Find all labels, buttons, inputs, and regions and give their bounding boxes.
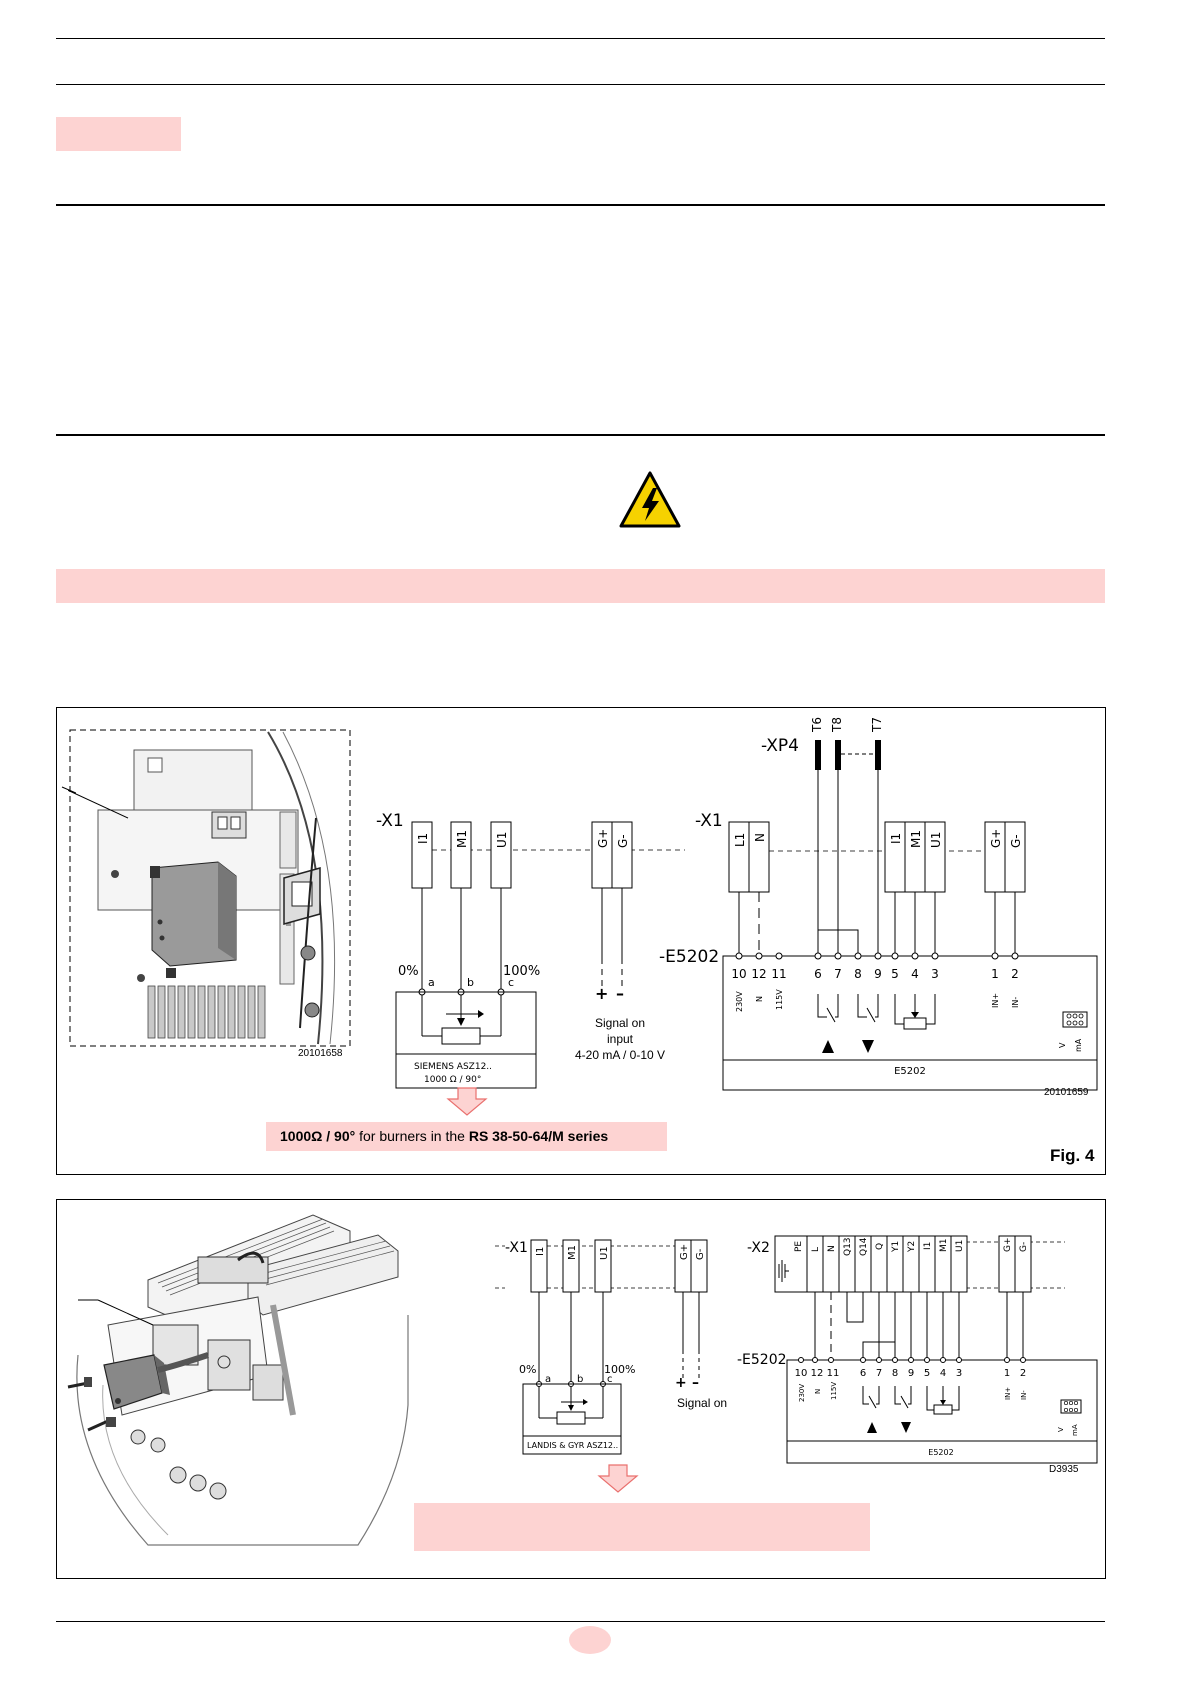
terminal-i1: I1 [416, 832, 430, 844]
pin-7: 7 [834, 967, 842, 981]
wiper-c: c [508, 976, 515, 989]
burner-assembly-photo [58, 1205, 413, 1560]
page-number-badge [569, 1626, 611, 1654]
x1-connector-label-2: -X1 [695, 811, 723, 831]
terminal-g-plus: G+ [596, 828, 610, 848]
terminal-g-minus: G- [616, 834, 630, 848]
terminal-n-2: N [827, 1245, 837, 1252]
caption-series: RS 38-50-64/M series [468, 1128, 609, 1144]
control-box-photo [68, 728, 353, 1048]
in-minus-2: IN- [1020, 1390, 1028, 1400]
terminal-u1-4: U1 [955, 1239, 965, 1252]
pct-high: 100% [503, 964, 541, 979]
module-name-1: E5202 [894, 1066, 926, 1077]
pin-9-2: 9 [907, 1368, 915, 1379]
terminal-i1-3: I1 [535, 1246, 546, 1256]
signal-text-2: Signal on [677, 1396, 728, 1410]
x1-connector-label: -X1 [376, 811, 404, 831]
signal-minus: – [616, 984, 624, 1003]
jumper-v: V [1058, 1042, 1067, 1048]
caption-text: for burners in the [355, 1128, 469, 1144]
pin-5: 5 [891, 967, 899, 981]
xp4-pin-t7: T7 [870, 717, 884, 732]
in-plus-2: IN+ [1004, 1386, 1012, 1400]
wiper-a-2: a [545, 1374, 552, 1385]
pin-2: 2 [1011, 967, 1019, 981]
terminal-m1-3: M1 [567, 1245, 578, 1260]
terminal-pe: PE [794, 1240, 804, 1252]
terminal-q14: Q14 [859, 1237, 869, 1256]
terminal-g-plus-4: G+ [1003, 1237, 1013, 1252]
in-plus: IN+ [991, 992, 1000, 1008]
signal-text-line-3: 4-20 mA / 0-10 V [574, 1048, 666, 1062]
pin-8: 8 [854, 967, 862, 981]
terminal-u1: U1 [495, 831, 509, 848]
electrical-warning-icon [618, 470, 682, 530]
terminal-u1-2: U1 [929, 831, 943, 848]
xp4-label: -XP4 [761, 736, 800, 756]
pin-5-2: 5 [923, 1368, 931, 1379]
terminal-m1: M1 [455, 830, 469, 848]
terminal-g-plus-2: G+ [989, 828, 1003, 848]
volt-115: 115V [775, 989, 784, 1010]
pct-high-2: 100% [604, 1363, 636, 1376]
footer-rule [56, 1621, 1105, 1622]
section-title-bar [56, 569, 1105, 603]
volt-n-2: N [814, 1388, 822, 1394]
terminal-l1: L1 [733, 832, 747, 847]
pin-8-2: 8 [891, 1368, 899, 1379]
header-rule [56, 84, 1105, 85]
terminal-g-minus-2: G- [1009, 834, 1023, 848]
pin-4-2: 4 [939, 1368, 947, 1379]
terminal-m1-4: M1 [939, 1238, 949, 1252]
pot-wiring-diagram-2 [495, 1234, 735, 1459]
terminal-y1: Y1 [891, 1240, 901, 1252]
pin-12: 12 [751, 967, 767, 981]
pot-caption-bar [266, 1122, 667, 1151]
down-arrow-1 [446, 1087, 488, 1117]
x1-connector-label-3: -X1 [505, 1240, 528, 1256]
volt-230-2: 230V [798, 1383, 806, 1402]
section-tag-bar [56, 117, 181, 151]
terminal-q13: Q13 [843, 1237, 853, 1256]
pin-3-2: 3 [955, 1368, 963, 1379]
jumper-v-2: V [1057, 1427, 1065, 1432]
pin-1-2: 1 [1003, 1368, 1011, 1379]
module-label-1: -E5202 [659, 947, 720, 967]
section-rule-2 [56, 434, 1105, 436]
photo-ref-1: 20101658 [298, 1048, 343, 1059]
module-name-2: E5202 [928, 1448, 954, 1457]
terminal-g-minus-3: G- [695, 1248, 706, 1260]
section-rule-1 [56, 204, 1105, 206]
signal-text-line-2: input [606, 1032, 634, 1046]
pct-low-2: 0% [519, 1363, 537, 1376]
diagram-ref-1: 20101659 [1044, 1087, 1089, 1098]
pin-9: 9 [874, 967, 882, 981]
pin-7-2: 7 [875, 1368, 883, 1379]
pin-6: 6 [814, 967, 822, 981]
pin-11-2: 11 [826, 1368, 840, 1379]
terminal-l: L [811, 1246, 821, 1252]
jumper-ma: mA [1074, 1038, 1083, 1052]
pin-10: 10 [731, 967, 747, 981]
module-label-2: -E5202 [737, 1352, 787, 1368]
pin-6-2: 6 [859, 1368, 867, 1379]
pot-model-label-2: LANDIS & GYR ASZ12.. [527, 1441, 619, 1450]
jumper-ma-2: mA [1071, 1424, 1079, 1436]
module-wiring-diagram-1 [655, 712, 1105, 1092]
terminal-i1-2: I1 [889, 832, 903, 844]
volt-n: N [755, 996, 764, 1002]
terminal-y2: Y2 [907, 1240, 917, 1252]
x2-connector-label: -X2 [747, 1240, 770, 1256]
volt-115-2: 115V [830, 1381, 838, 1400]
signal-plus: + [595, 984, 609, 1003]
pin-3: 3 [931, 967, 939, 981]
pin-10-2: 10 [794, 1368, 808, 1379]
terminal-u1-3: U1 [599, 1246, 610, 1260]
pct-low: 0% [398, 964, 419, 979]
pot-spec-label: 1000 Ω / 90° [424, 1075, 482, 1085]
terminal-q: Q [875, 1242, 885, 1250]
wiper-b: b [467, 976, 474, 989]
diagram-ref-2: D3935 [1049, 1464, 1079, 1475]
signal-plus-2: + [675, 1375, 687, 1391]
caption-bar-2 [414, 1503, 870, 1551]
caption-spec: 1000Ω / 90° [280, 1128, 356, 1144]
terminal-n: N [753, 833, 767, 842]
xp4-pin-t6: T6 [810, 717, 824, 732]
pin-4: 4 [911, 967, 919, 981]
signal-minus-2: – [692, 1375, 699, 1391]
terminal-g-minus-4: G- [1019, 1241, 1029, 1252]
terminal-g-plus-3: G+ [679, 1243, 690, 1260]
volt-230: 230V [735, 991, 744, 1012]
wiper-c-2: c [607, 1374, 613, 1385]
pin-12-2: 12 [810, 1368, 824, 1379]
pin-11: 11 [771, 967, 787, 981]
figure-label: Fig. 4 [1050, 1146, 1095, 1165]
module-wiring-diagram-2 [735, 1230, 1105, 1475]
pin-1: 1 [991, 967, 999, 981]
terminal-m1-2: M1 [909, 830, 923, 848]
pot-model-label: SIEMENS ASZ12.. [414, 1062, 493, 1072]
signal-text-line-1: Signal on [594, 1016, 646, 1030]
top-rule [56, 38, 1105, 39]
in-minus: IN- [1011, 996, 1020, 1008]
wiper-b-2: b [577, 1374, 584, 1385]
pin-2-2: 2 [1019, 1368, 1027, 1379]
xp4-pin-t8: T8 [830, 717, 844, 732]
terminal-i1-4: I1 [923, 1241, 933, 1250]
wiper-a: a [428, 976, 435, 989]
down-arrow-2 [597, 1464, 639, 1494]
